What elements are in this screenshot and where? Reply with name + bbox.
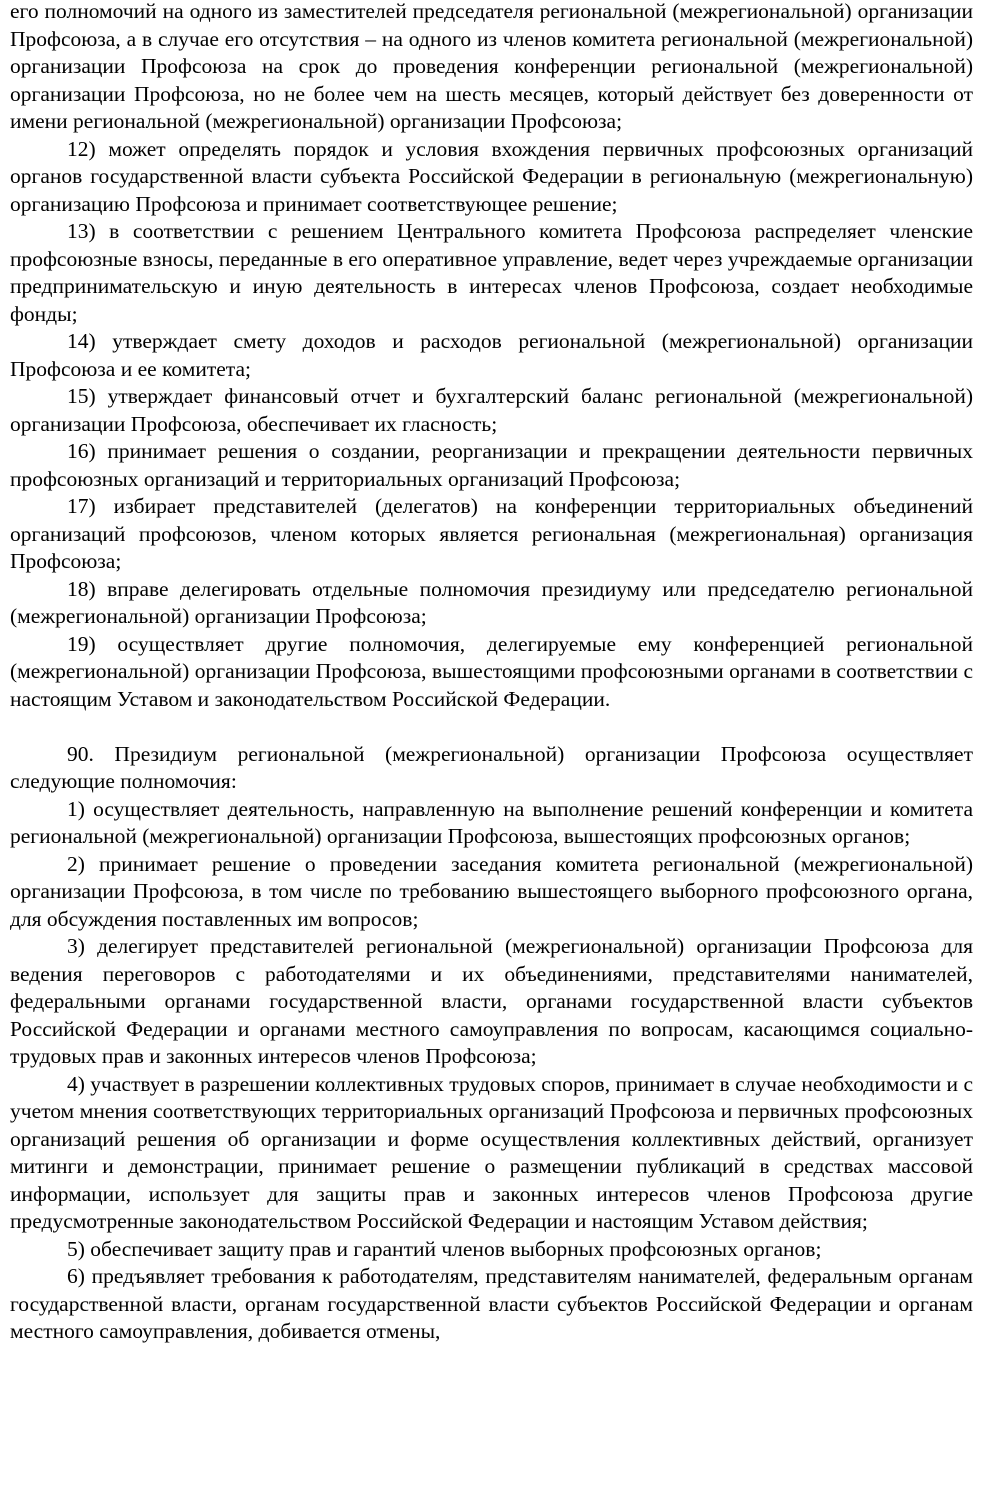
paragraph-item-14: 14) утверждает смету доходов и расходов региональной (межрегиональной) организации Профсоюза и ее комитета;: [10, 329, 973, 381]
paragraph-item-6: 6) предъявляет требования к работодателям, представителям нанимателей, федеральным органам государственной власти, органам государственной власти субъектов Российской Федерации и органам местного самоуправления, добивается отмены,: [10, 1264, 973, 1343]
paragraph-item-2: 2) принимает решение о проведении заседания комитета региональной (межрегиональной) организации Профсоюза, в том числе по требованию вышестоящего выборного профсоюзного органа, для обсуждения поставленных им вопросов;: [10, 851, 973, 931]
paragraph-item-17: 17) избирает представителей (делегатов) на конференции территориальных объединений организаций профсоюзов, членом которых является региональная (межрегиональная) организация Профсоюза;: [10, 494, 973, 573]
paragraph-continuation: его полномочий на одного из заместителей председателя региональной (межрегиональной) организации Профсоюза, а в случае его отсутствия – на одного из членов комитета региональной (межрегиональной) организации Профсоюза на срок до проведения конференции региональной (межрегиональной) организации Профсоюза, но не более чем на шесть месяцев, который действует без доверенности от имени региональной (межрегиональной) организации Профсоюза;: [10, 0, 973, 133]
paragraph-item-19: 19) осуществляет другие полномочия, делегируемые ему конференцией региональной (межрегиональной) организации Профсоюза, вышестоящими профсоюзными органами в соответствии с настоящим Уставом и законодательством Российской Федерации.: [10, 631, 973, 711]
section-90-heading: 90. Президиум региональной (межрегиональной) организации Профсоюза осуществляет следующие полномочия:: [10, 741, 973, 793]
paragraph-item-16: 16) принимает решения о создании, реорганизации и прекращении деятельности первичных профсоюзных организаций и территориальных организаций Профсоюза;: [10, 439, 973, 491]
paragraph-item-13: 13) в соответствии с решением Центрального комитета Профсоюза распределяет членские профсоюзные взносы, переданные в его оперативное управление, ведет через учреждаемые организации предпринимательскую и иную деятельность в интересах членов Профсоюза, создает необходимые фонды;: [10, 219, 973, 326]
paragraph-gap: [10, 713, 973, 741]
paragraph-item-4: 4) участвует в разрешении коллективных трудовых споров, принимает в случае необходимости и с учетом мнения соответствующих территориальных организаций Профсоюза и первичных профсоюзных организаций решения об организации и форме осуществления коллективных действий, организует митинги и демонстрации, принимает решение о размещении публикаций в средствах массовой информации, использует для защиты прав и законных интересов членов Профсоюза другие предусмотренные законодательством Российской Федерации и настоящим Уставом действия;: [10, 1071, 973, 1233]
paragraph-item-18: 18) вправе делегировать отдельные полномочия президиуму или председателю региональной (межрегиональной) организации Профсоюза;: [10, 576, 973, 628]
paragraph-item-12: 12) может определять порядок и условия вхождения первичных профсоюзных организаций органов государственной власти субъекта Российской Федерации в региональную (межрегиональную) организацию Профсоюза и принимает соответствующее решение;: [10, 136, 973, 216]
paragraph-item-3: 3) делегирует представителей региональной (межрегиональной) организации Профсоюза для ведения переговоров с работодателями и их объединениями, представителями нанимателей, федеральными органами государственной власти, органами государственной власти субъектов Российской Федерации и органами местного самоуправления по вопросам, касающимся социально-трудовых прав и законных интересов членов Профсоюза;: [10, 934, 973, 1068]
paragraph-item-5: 5) обеспечивает защиту прав и гарантий членов выборных профсоюзных органов;: [67, 1236, 822, 1261]
paragraph-item-1: 1) осуществляет деятельность, направленную на выполнение решений конференции и комитета региональной (межрегиональной) организации Профсоюза, вышестоящих профсоюзных органов;: [10, 796, 973, 848]
paragraph-item-15: 15) утверждает финансовый отчет и бухгалтерский баланс региональной (межрегиональной) организации Профсоюза, обеспечивает их гласность;: [10, 384, 973, 436]
document-page: [10, 0, 973, 1346]
